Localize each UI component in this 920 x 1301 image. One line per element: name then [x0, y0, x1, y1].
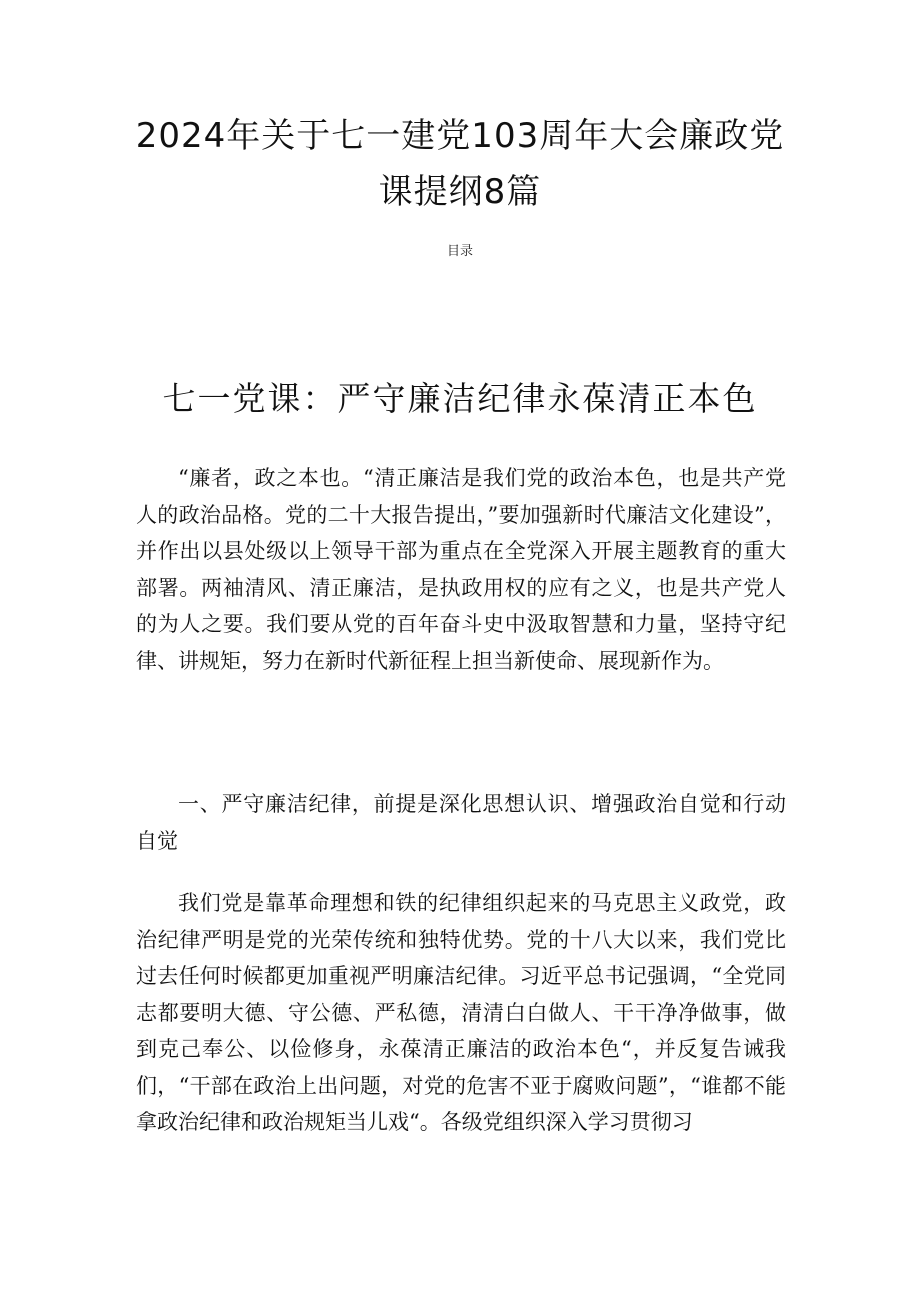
body-paragraph-intro: “廉者，政之本也。“清正廉洁是我们党的政治本色，也是共产党人的政治品格。党的二十大报告提出，”要加强新时代廉洁文化建设”，并作出以县处级以上领导干部为重点在全党深入开展主题教育的重大部署。两袖清风、清正廉洁，是执政用权的应有之义，也是共产党人的为人之要。我们要从党的百年奋斗史中汲取智慧和力量，坚持守纪律、讲规矩，努力在新时代新征程上担当新使命、展现新作为。	[136, 466, 786, 673]
body-paragraph: 我们党是靠革命理想和铁的纪律组织起来的马克思主义政党，政治纪律严明是党的光荣传统和独特优势。党的十八大以来，我们党比过去任何时候都更加重视严明廉洁纪律。习近平总书记强调，“全党同志都要明大德、守公德、严私德，清清白白做人、干干净净做事，做到克己奉公、以俭修身，永葆清正廉洁的政治本色“，并反复告诫我们，“干部在政治上出问题，对党的危害不亚于腐败问题”，“谁都不能拿政治纪律和政治规矩当儿戏“。各级党组织深入学习贯彻习	[136, 891, 786, 1134]
subheading-paragraph: 一、严守廉洁纪律，前提是深化思想认识、增强政治自觉和行动自觉	[136, 792, 786, 853]
document-title: 2024年关于七一建党103周年大会廉政党课提纲8篇	[135, 116, 785, 212]
section-heading: 七一党课：严守廉洁纪律永葆清正本色	[162, 379, 758, 418]
toc-label: 目录	[446, 244, 473, 259]
